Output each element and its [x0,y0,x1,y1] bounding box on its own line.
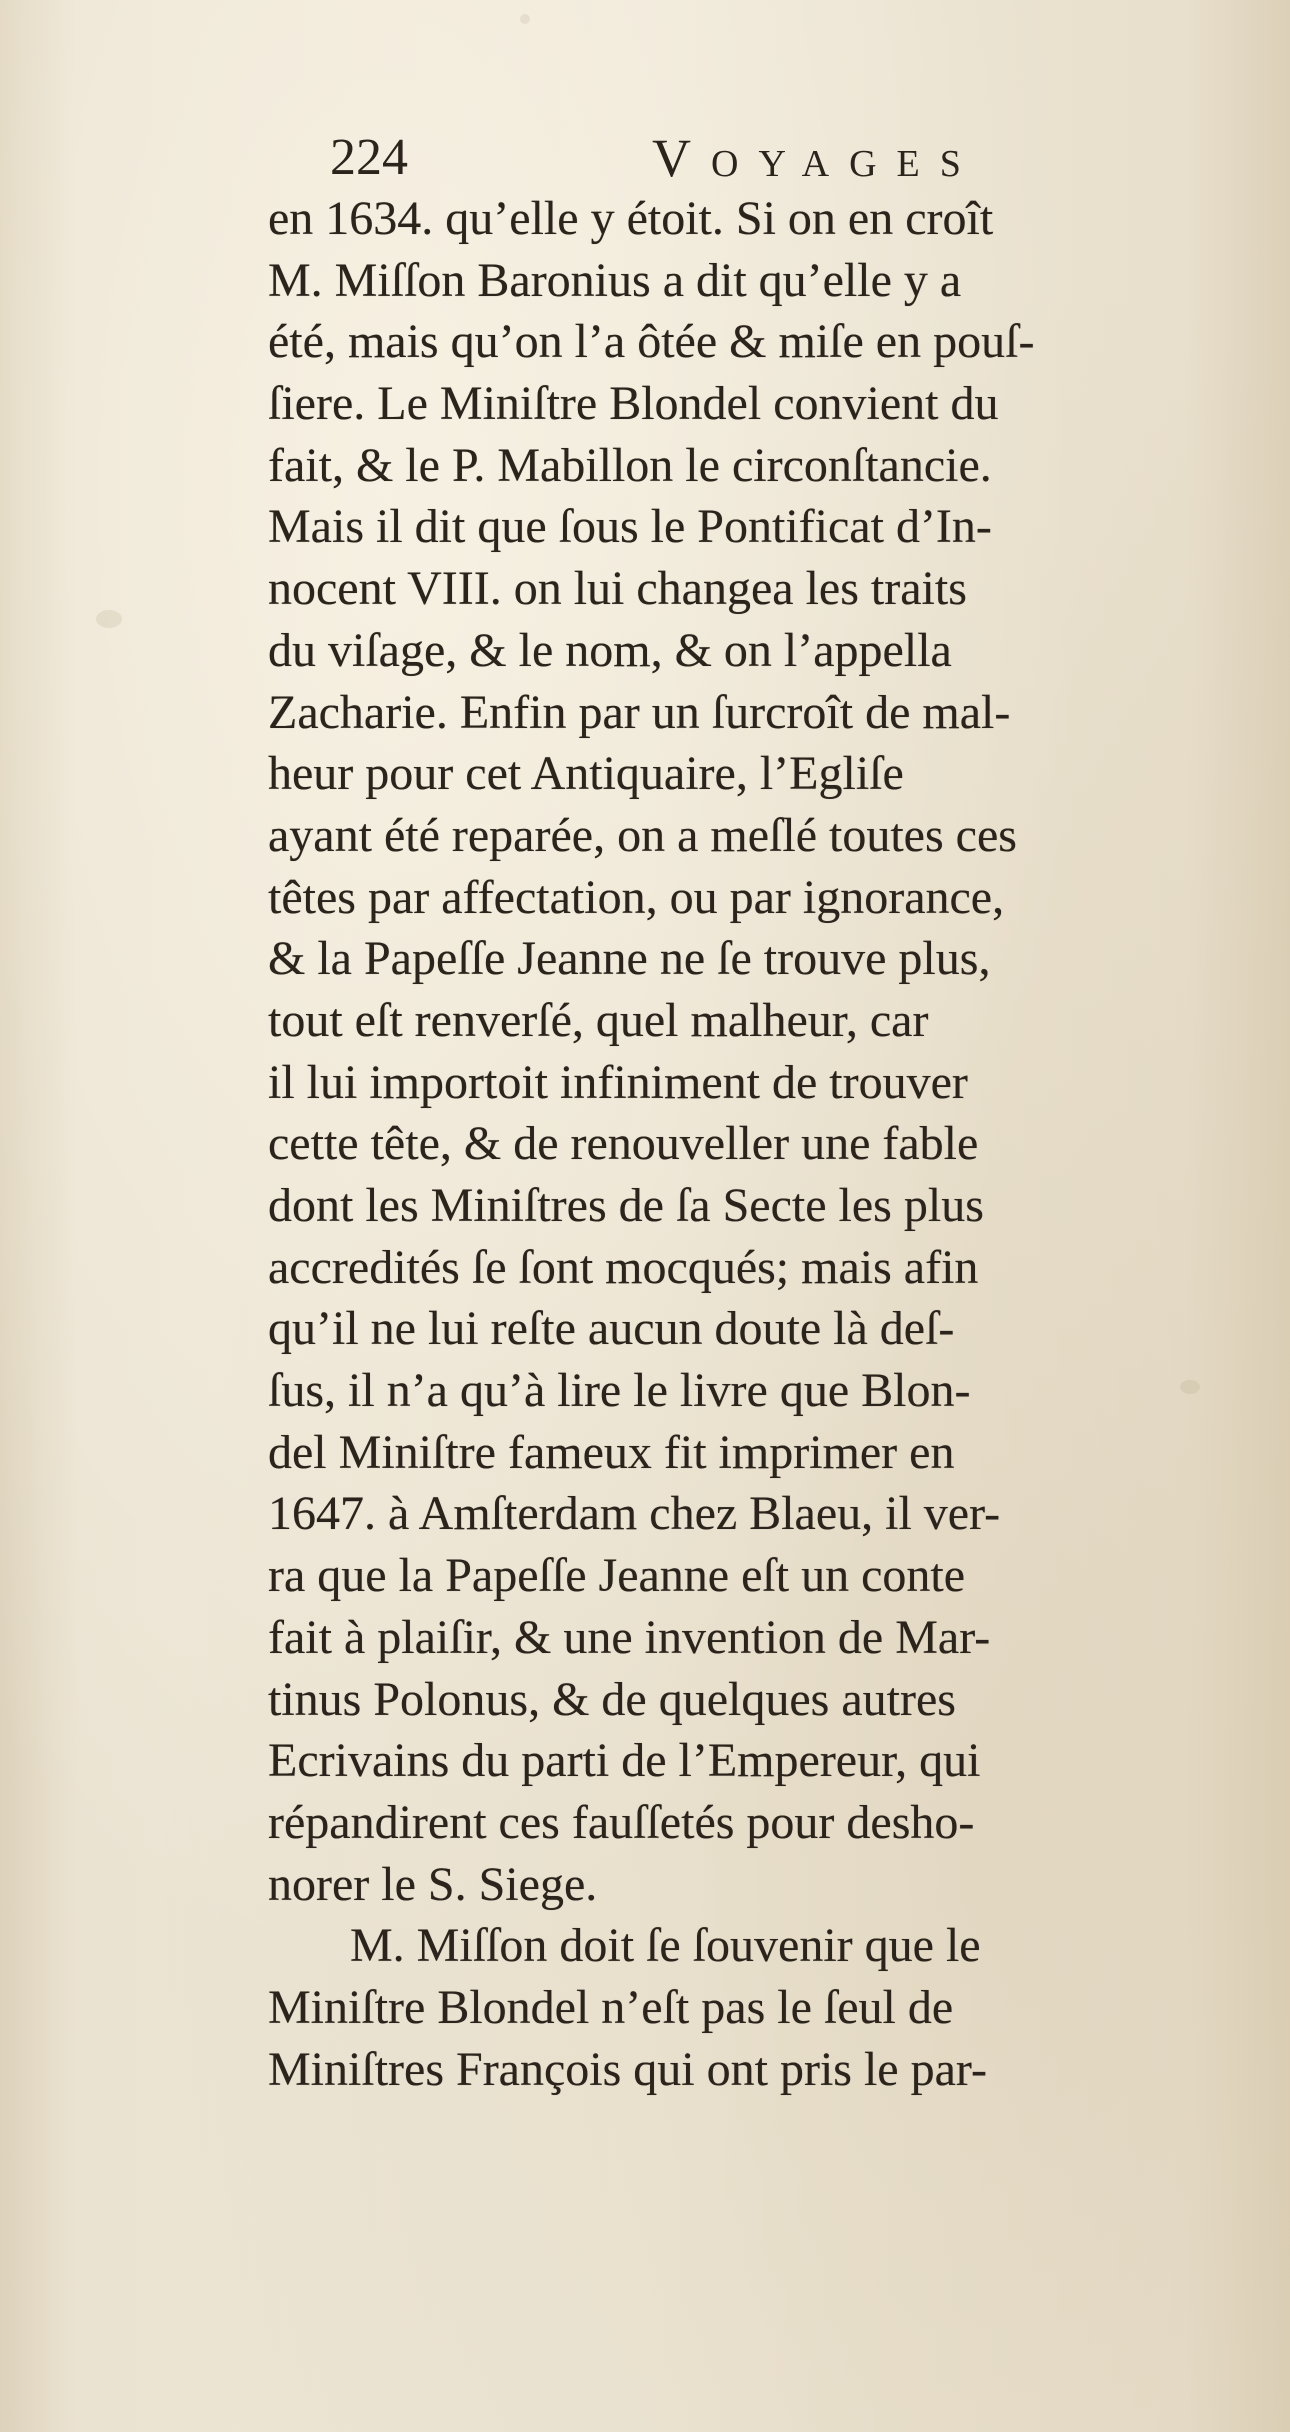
text-line: en 1634. qu’elle y étoit. Si on en croît [268,192,994,245]
text-line: tout eſt renverſé, quel malheur, car [268,993,929,1047]
text-line: du viſage, & le nom, & on l’appella [268,623,952,677]
text-line: répandirent ces fauſſetés pour desho- [268,1795,975,1849]
running-title: Voyages [652,128,981,188]
text-line: dont les Miniſtres de ſa Secte les plus [268,1179,984,1232]
text-line: Miniſtre Blondel n’eſt pas le ſeul de [268,1980,954,2034]
text-line: ayant été reparée, on a meſlé toutes ces [268,808,1017,862]
paragraph-first-line: M. Miſſon doit ſe ſouvenir que le [350,1919,981,1973]
text-line: fait, & le P. Mabillon le circonſtancie. [268,438,992,492]
text-line: ſus, il n’a qu’à lire le livre que Blon- [268,1364,971,1418]
text-line: Ecrivains du parti de l’Empereur, qui [268,1734,981,1788]
page-header [330,118,1030,198]
text-line: ra que la Papeſſe Jeanne eſt un conte [268,1549,966,1603]
text-line: M. Miſſon Baronius a dit qu’elle y a [268,253,962,307]
paper-stain [96,610,122,628]
text-line: qu’il ne lui reſte aucun doute là deſ- [268,1302,955,1356]
text-line: Mais il dit que ſous le Pontificat d’In- [268,500,992,554]
text-line: accredités ſe ſont mocqués; mais afin [268,1240,979,1294]
text-line: têtes par affectation, ou par ignorance, [268,870,1005,924]
text-line: ſiere. Le Miniſtre Blondel convient du [268,377,999,431]
text-line: tinus Polonus, & de quelques autres [268,1672,956,1726]
body-text [268,188,1278,2100]
text-line: heur pour cet Antiquaire, l’Egliſe [268,747,904,801]
text-line: nocent VIII. on lui changea les traits [268,562,967,616]
text-line: été, mais qu’on l’a ôtée & miſe en pouſ- [268,315,1035,369]
text-line: fait à plaiſir, & une invention de Mar- [268,1610,991,1664]
text-line: & la Papeſſe Jeanne ne ſe trouve plus, [268,932,991,986]
page-number: 224 [330,129,408,186]
text-line: Miniſtres François qui ont pris le par- [268,2042,987,2096]
text-line: cette tête, & de renouveller une fable [268,1117,979,1171]
paper-stain [520,14,530,24]
text-line: 1647. à Amſterdam chez Blaeu, il ver- [268,1487,1001,1541]
text-line: Zacharie. Enfin par un ſurcroît de mal- [268,685,1011,739]
text-line: del Miniſtre fameux fit imprimer en [268,1425,955,1479]
text-line: norer le S. Siege. [268,1857,598,1911]
text-line: il lui importoit infiniment de trouver [268,1055,968,1109]
